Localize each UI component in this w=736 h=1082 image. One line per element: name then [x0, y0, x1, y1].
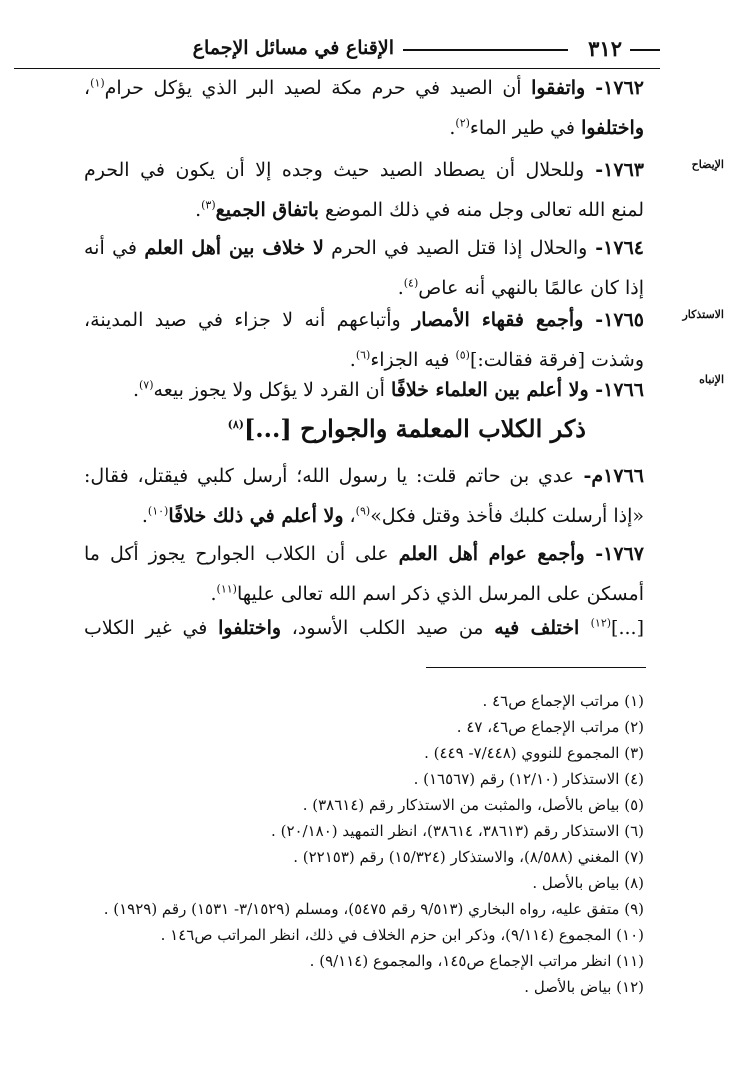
text: . [397, 277, 404, 299]
footnote-ref: (٢) [455, 116, 470, 130]
footnote: (١٢) بياض بالأصل . [524, 978, 644, 996]
paragraph-number: ١٧٦٥- [583, 309, 645, 331]
text-line [84, 300, 644, 340]
page-number: ٣١٢ [588, 36, 622, 61]
text: والحلال إذا قتل الصيد في الحرم [323, 237, 588, 259]
text-line [84, 534, 644, 574]
text-line [84, 496, 644, 536]
paragraph-1764 [84, 228, 644, 308]
emphasis: لا خلاف بين أهل العلم [144, 237, 324, 259]
paragraph-1763 [84, 150, 644, 230]
section-heading [228, 414, 586, 443]
footnote-ref: (١٢) [590, 616, 612, 630]
text-line [84, 68, 644, 108]
emphasis: اختلف فيه [494, 617, 591, 639]
emphasis: وأجمع فقهاء الأمصار [412, 309, 584, 331]
text-line [84, 456, 644, 496]
emphasis: ولا أعلم في ذلك خلافًا [168, 505, 344, 527]
footnote-ref: (٥) [455, 348, 470, 362]
text-line [84, 370, 644, 410]
footnote: (٢) مراتب الإجماع ص٤٦، ٤٧ . [456, 718, 644, 736]
book-title: الإقناع في مسائل الإجماع [192, 37, 394, 59]
emphasis: واختلفوا [581, 117, 644, 139]
text: . [132, 379, 139, 401]
paragraph-number: ١٧٦٢- [585, 77, 644, 99]
text-line [84, 190, 644, 230]
footnote: (١٠) المجموع (٩/١١٤)، وذكر ابن حزم الخلاف في ذلك، انظر المراتب ص١٤٦ . [160, 926, 644, 944]
margin-note-inbah: الإنباه [699, 373, 724, 386]
paragraph-1766 [84, 370, 644, 410]
footnote: (٣) المجموع للنووي (٧/٤٤٨- ٤٤٩) . [424, 744, 644, 762]
footnote: (٥) بياض بالأصل، والمثبت من الاستذكار رقم (٣٨٦١٤) . [302, 796, 644, 814]
text: «إذا أرسلت كلبك فأخذ وقتل فكل» [370, 505, 644, 527]
footnote-ref: (٧) [139, 378, 154, 392]
emphasis: باتفاق الجميع [215, 199, 319, 221]
text: من صيد الكلب الأسود، [281, 617, 495, 639]
text: أن القرد لا يؤكل ولا يجوز بيعه [153, 379, 391, 401]
text-line [84, 150, 644, 190]
paragraph-1767 [84, 534, 644, 614]
paragraph-1766m [84, 456, 644, 536]
paragraph-number: ١٧٦٧- [584, 543, 644, 565]
text: ، [84, 77, 91, 99]
footnote: (١١) انظر مراتب الإجماع ص١٤٥، والمجموع (٩/١١٤) . [309, 952, 644, 970]
emphasis: واتفقوا [531, 77, 586, 99]
footnote: (١) مراتب الإجماع ص٤٦ . [482, 692, 644, 710]
paragraph-number: ١٧٦٤- [587, 237, 644, 259]
paragraph-1762 [84, 68, 644, 148]
text: ، [343, 505, 356, 527]
text: . [449, 117, 456, 139]
footnote-ref: (١١) [216, 582, 237, 596]
text: على أن الكلاب الجوارح يجوز أكل ما [84, 543, 399, 565]
emphasis: واختلفوا [218, 617, 282, 639]
text: في طير الماء [469, 117, 582, 139]
text: وشذت [فرقة فقالت:] [469, 349, 644, 371]
footnote-ref: (٤) [403, 276, 419, 290]
text: إذا كان عالمًا بالنهي أنه عاص [418, 277, 644, 299]
running-header [10, 36, 660, 66]
footnote: (٨) بياض بالأصل . [532, 874, 644, 892]
heading-text: ذكر الكلاب المعلمة والجوارح [...] [243, 414, 586, 443]
text: أمسكن على المرسل الذي ذكر اسم الله تعالى عليها [236, 583, 644, 605]
text: . [349, 349, 356, 371]
text: وأتباعهم أنه لا جزاء في صيد المدينة، [84, 309, 413, 331]
footnote: (٧) المغني (٨/٥٨٨)، والاستذكار (١٥/٣٢٤) رقم (٢٢١٥٣) . [293, 848, 644, 866]
paragraph-1765 [84, 300, 644, 380]
footnote-ref: (٣) [201, 198, 216, 212]
text: . [195, 199, 202, 221]
footnote: (٩) متفق عليه، رواه البخاري (٩/٥١٣ رقم ٥٤٧٥)، ومسلم (٣/١٥٢٩- ١٥٣١) رقم (١٩٢٩) . [103, 900, 644, 918]
text: في أنه [84, 237, 145, 259]
text-line [84, 108, 644, 148]
text: . [210, 583, 217, 605]
text-line [84, 608, 644, 648]
paragraph-number: ١٧٦٦م- [574, 465, 644, 487]
margin-note-idah: الإيضاح [691, 158, 724, 171]
text: في غير الكلاب [84, 617, 219, 639]
footnote-ref: (٨) [227, 418, 244, 431]
margin-note-istidhkar: الاستذكار [682, 308, 724, 321]
emphasis: وأجمع عوام أهل العلم [398, 543, 585, 565]
text: . [141, 505, 148, 527]
footnote: (٦) الاستذكار رقم (٣٨٦١٣، ٣٨٦١٤)، انظر التمهيد (٢٠/١٨٠) . [271, 822, 644, 840]
footnotes [44, 688, 644, 1000]
paragraph-black-dog [84, 608, 644, 648]
text: أن الصيد في حرم مكة لصيد البر الذي يؤكل حرام [104, 77, 532, 99]
footnote-ref: (٦) [355, 348, 371, 362]
text: عدي بن حاتم قلت: يا رسول الله؛ أرسل كلبي فيقتل، فقال: [84, 465, 575, 487]
footnote-ref: (١) [90, 76, 105, 90]
text-line [84, 228, 644, 268]
text: لمنع الله تعالى وجل منه في ذلك الموضع [318, 199, 644, 221]
footnote-separator [426, 667, 646, 668]
text: فيه الجزاء [370, 349, 456, 371]
text: وللحلال أن يصطاد الصيد حيث وجده إلا أن يكون في الحرم [84, 159, 585, 181]
footnote-ref: (١٠) [147, 504, 169, 518]
footnote: (٤) الاستذكار (١٢/١٠) رقم (١٦٥٦٧) . [413, 770, 644, 788]
header-rule [403, 49, 568, 51]
emphasis: ولا أعلم بين العلماء خلافًا [390, 379, 589, 401]
paragraph-number: ١٧٦٣- [584, 159, 644, 181]
paragraph-number: ١٧٦٦- [588, 379, 644, 401]
header-rule [630, 49, 660, 51]
text: [...] [611, 617, 644, 639]
footnote-ref: (٩) [355, 504, 371, 518]
